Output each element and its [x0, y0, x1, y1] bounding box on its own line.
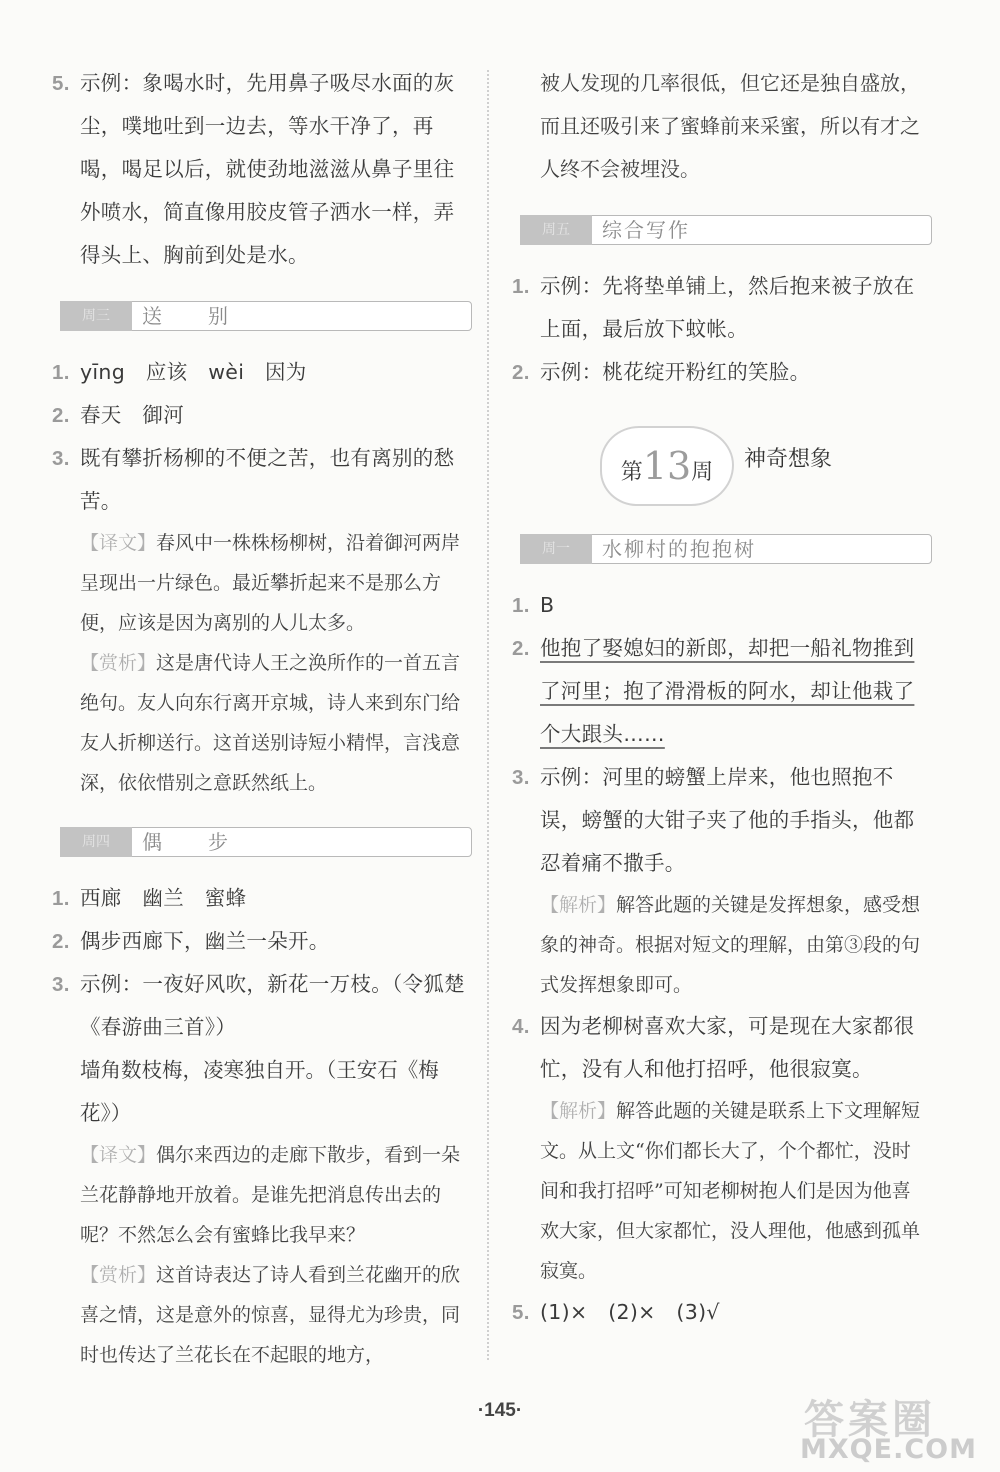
answer-text: 既有攀折杨柳的不便之苦，也有离别的愁苦。: [80, 446, 455, 513]
answer-text: yīng 应该 wèi 因为: [80, 360, 307, 384]
week-number: 13: [642, 444, 692, 488]
answer-item: [508, 584, 926, 627]
week-prefix: 第: [620, 460, 643, 485]
answer-text: 示例：河里的螃蟹上岸来，他也照抱不误，螃蟹的大钳子夹了他的手指头，他都忍着痛不撒手。: [540, 765, 915, 875]
answer-item: [48, 437, 466, 523]
section-title: 水柳村的抱抱树: [602, 537, 756, 561]
section-day-label: 周四: [60, 827, 132, 857]
week-suffix: 周: [691, 460, 714, 485]
item-number: 1.: [52, 361, 70, 384]
answer-item: [508, 265, 926, 351]
answer-item: [48, 920, 466, 963]
answer-text: 示例：一夜好风吹，新花一万枝。（令狐楚《春游曲三首》）: [80, 972, 465, 1039]
item-number: 1.: [52, 887, 70, 910]
section-day-label: 周一: [520, 534, 592, 564]
answer-item: [508, 351, 926, 394]
answer-text: 西廊 幽兰 蜜蜂: [80, 886, 247, 910]
appreciation-continuation: 被人发现的几率很低，但它还是独自盛放，而且还吸引来了蜜蜂前来采蜜，所以有才之人终不会被埋没。: [540, 71, 920, 181]
appreciation-note: [48, 1255, 466, 1375]
analysis-text: 解答此题的关键是联系上下文理解短文。从上文“你们都长大了，个个都忙，没时间和我打招呼”可知老柳树抱人们是因为他喜欢大家，但大家都忙，没人理他，他感到孤单寂寞。: [540, 1100, 921, 1282]
item-number: 2.: [52, 404, 70, 427]
week-theme-title: 神奇想象: [744, 447, 833, 472]
section-day-label: 周三: [60, 301, 132, 331]
answer-item: [508, 1005, 926, 1091]
answer-item: [48, 963, 466, 1049]
answer-text-underlined: 他抱了娶媳妇的新郎，却把一船礼物推到了河里；抱了滑滑板的阿水，却让他栽了个大跟头……: [540, 636, 915, 746]
item-number: 2.: [512, 361, 530, 384]
translation-text: 偶尔来西边的走廊下散步，看到一朵兰花静静地开放着。是谁先把消息传出去的呢？不然怎么会有蜜蜂比我早来？: [80, 1144, 461, 1246]
week-heading: [508, 418, 926, 510]
answer-text: 因为老柳树喜欢大家，可是现在大家都很忙，没有人和他打招呼，他很寂寞。: [540, 1014, 915, 1081]
appreciation-text: 这首诗表达了诗人看到兰花幽开的欣喜之情，这是意外的惊喜，显得尤为珍贵，同时也传达了兰花长在不起眼的地方，: [80, 1264, 461, 1366]
appreciation-note: [48, 643, 466, 803]
answer-text: B: [540, 593, 555, 617]
answer-item: [48, 62, 466, 277]
column-divider: [487, 70, 489, 1360]
analysis-note: [508, 885, 926, 1005]
answer-continuation: 墙角数枝梅，凌寒独自开。（王安石《梅花》）: [80, 1058, 439, 1125]
section-title: 偶 步: [142, 830, 230, 854]
translation-note: [48, 523, 466, 643]
section-day-label: 周五: [520, 215, 592, 245]
section-title: 综合写作: [602, 218, 690, 242]
item-number: 3.: [52, 973, 70, 996]
analysis-tag: 【解析】: [540, 1100, 617, 1122]
answer-text: 春天 御河: [80, 403, 184, 427]
section-title: 送 别: [142, 304, 230, 328]
item-number: 3.: [512, 766, 530, 789]
week-cloud-badge: [600, 426, 734, 506]
item-number: 1.: [512, 275, 530, 298]
item-number: 3.: [52, 447, 70, 470]
section-header: [520, 215, 926, 245]
translation-text: 春风中一株株杨柳树，沿着御河两岸呈现出一片绿色。最近攀折起来不是那么方便，应该是因为离别的人儿太多。: [80, 532, 461, 634]
appreciation-tag: 【赏析】: [80, 652, 157, 674]
watermark-url: MXQE.COM: [800, 1434, 977, 1465]
answer-item: [48, 351, 466, 394]
item-number: 5.: [52, 72, 70, 95]
answer-item: [48, 394, 466, 437]
left-column: [48, 62, 466, 1375]
item-number: 1.: [512, 594, 530, 617]
translation-tag: 【译文】: [80, 532, 157, 554]
section-header: [60, 301, 466, 331]
translation-tag: 【译文】: [80, 1144, 157, 1166]
item-number: 2.: [52, 930, 70, 953]
item-number: 4.: [512, 1015, 530, 1038]
answer-text: 示例：先将垫单铺上，然后抱来被子放在上面，最后放下蚊帐。: [540, 274, 915, 341]
analysis-note: [508, 1091, 926, 1291]
item-number: 5.: [512, 1301, 530, 1324]
right-column: [508, 62, 926, 1334]
translation-note: [48, 1135, 466, 1255]
answer-text: 示例：桃花绽开粉红的笑脸。: [540, 360, 811, 384]
watermark-logo: 答案圈: [804, 1397, 936, 1443]
analysis-tag: 【解析】: [540, 894, 617, 916]
answer-text: 示例：象喝水时，先用鼻子吸尽水面的灰尘，噗地吐到一边去，等水干净了，再喝，喝足以后，就使劲地滋滋从鼻子里往外喷水，简直像用胶皮管子洒水一样，弄得头上、胸前到处是水。: [80, 71, 455, 267]
watermark: [800, 1388, 990, 1466]
section-header: [60, 827, 466, 857]
item-number: 2.: [512, 637, 530, 660]
page-number: ·145·: [477, 1400, 523, 1421]
answer-item: [508, 627, 926, 756]
week-label: [602, 428, 732, 511]
appreciation-tag: 【赏析】: [80, 1264, 157, 1286]
answer-item: [508, 1291, 926, 1334]
section-header: [520, 534, 926, 564]
answer-item: [508, 756, 926, 885]
appreciation-text: 这是唐代诗人王之涣所作的一首五言绝句。友人向东行离开京城，诗人来到东门给友人折柳送行。这首送别诗短小精悍，言浅意深，依依惜别之意跃然纸上。: [80, 652, 461, 794]
analysis-text: 解答此题的关键是发挥想象，感受想象的神奇。根据对短文的理解，由第③段的句式发挥想象即可。: [540, 894, 921, 996]
answer-text: 偶步西廊下，幽兰一朵开。: [80, 929, 330, 953]
answer-text: (1)× (2)× (3)√: [540, 1300, 720, 1324]
answer-item: [48, 877, 466, 920]
